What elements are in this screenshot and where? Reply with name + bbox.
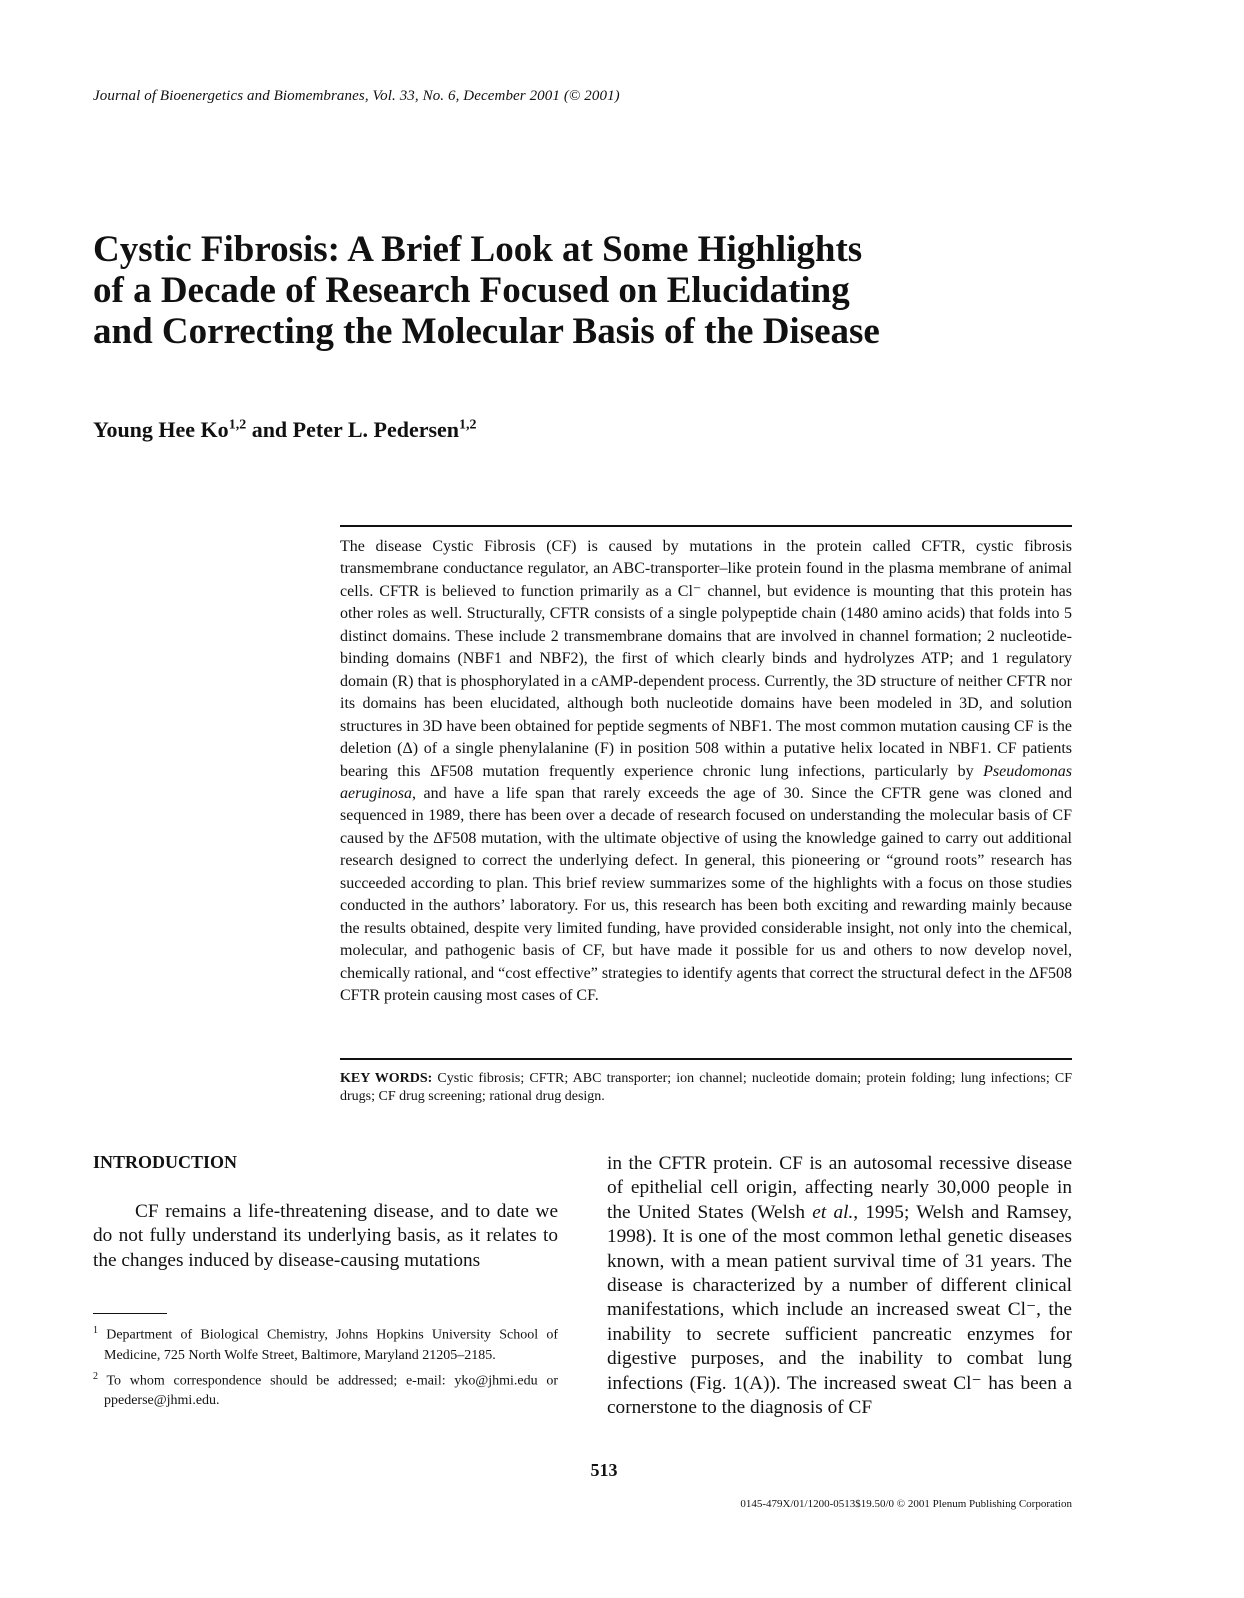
species-name: Pseudomonas aeruginosa bbox=[340, 762, 1072, 802]
title-line: and Correcting the Molecular Basis of the Disease bbox=[93, 311, 880, 352]
body-text: , 1995; Welsh and Ramsey, 1998). It is one of the most common lethal genetic diseases known, with a mean patient survival time of 31 years. The disease is characterized by a number of different clinical manifestations, which include an increased sweat Cl⁻, the inability to secrete sufficient pancreatic enzymes for digestive purposes, and the inability to combat lung infections (Fig. 1(A)). The increased sweat Cl⁻ has been a cornerstone to the diagnosis of CF bbox=[607, 1201, 1072, 1419]
section-heading-introduction: INTRODUCTION bbox=[93, 1152, 238, 1172]
citation-etal: et al. bbox=[812, 1201, 854, 1223]
title-line: of a Decade of Research Focused on Elucidating bbox=[93, 270, 850, 311]
author-conjunction: and bbox=[246, 417, 293, 442]
body-paragraph: CF remains a life-threatening disease, and to date we do not fully understand its underlying basis, as it relates to the changes induced by disease-causing mutations bbox=[93, 1201, 558, 1271]
body-column-right bbox=[607, 1152, 1072, 1420]
footnote-text: Department of Biological Chemistry, Johns Hopkins University School of Medicine, 725 North Wolfe Street, Baltimore, Maryland 21205–2185. bbox=[98, 1327, 558, 1363]
affiliation-mark: 1,2 bbox=[459, 417, 477, 433]
keywords-text: Cystic fibrosis; CFTR; ABC transporter; ion channel; nucleotide domain; protein folding; lung infections; CF drugs; CF drug screening; rational drug design. bbox=[340, 1071, 1073, 1104]
body-paragraph bbox=[607, 1152, 1072, 1420]
author-name: Young Hee Ko bbox=[93, 417, 229, 442]
footnote-mark: 2 bbox=[93, 1370, 98, 1382]
footnote bbox=[93, 1367, 558, 1412]
body-text: in the CFTR protein. CF is an autosomal recessive disease of epithelial cell origin, affecting nearly 30,000 people in the United States (Welsh bbox=[607, 1153, 1072, 1223]
body-column-left bbox=[93, 1200, 558, 1273]
page-number-row bbox=[0, 1460, 1244, 1481]
footnote-text: To whom correspondence should be addressed; e-mail: yko@jhmi.edu or ppederse@jhmi.edu. bbox=[98, 1373, 558, 1409]
abstract-text: , and have a life span that rarely exceeds the age of 30. Since the CFTR gene was cloned and sequenced in 1989, there has been over a decade of research focused on understanding the molecular basis of CF caused by the ΔF508 mutation, with the ultimate objective of using the knowledge gained to carry out additional research designed to correct the underlying defect. In general, this pioneering or “ground roots” research has succeeded according to plan. This brief review summarizes some of the highlights with a focus on those studies conducted in the authors’ laboratory. For us, this research has been both exciting and rewarding mainly because the results obtained, despite very limited funding, have provided considerable insight, not only into the chemical, molecular, and pathogenic basis of CF, but have made it possible for us and others to now develop novel, chemically rational, and “cost effective” strategies to identify agents that correct the structural defect in the ΔF508 CFTR protein causing most cases of CF. bbox=[340, 784, 1072, 1005]
author-list bbox=[93, 417, 477, 443]
footnote-mark: 1 bbox=[93, 1325, 98, 1336]
abstract-text: The disease Cystic Fibrosis (CF) is caused by mutations in the protein called CFTR, cystic fibrosis transmembrane conductance regulator, an ABC-transporter–like protein found in the plasma membrane of animal cells. CFTR is believed to function primarily as a Cl⁻ channel, but evidence is mounting that this protein has other roles as well. Structurally, CFTR consists of a single polypeptide chain (1480 amino acids) that folds into 5 distinct domains. These include 2 transmembrane domains that are involved in channel formation; 2 nucleotide-binding domains (NBF1 and NBF2), the first of which clearly binds and hydrolyzes ATP; and 1 regulatory domain (R) that is phosphorylated in a cAMP-dependent process. Currently, the 3D structure of neither CFTR nor its domains has been elucidated, although both nucleotide domains have been modeled in 3D, and solution structures in 3D have been obtained for peptide segments of NBF1. The most common mutation causing CF is the deletion (Δ) of a single phenylalanine (F) in position 508 within a putative helix located in NBF1. CF patients bearing this ΔF508 mutation frequently experience chronic lung infections, particularly by bbox=[340, 538, 1072, 780]
footnote bbox=[93, 1321, 558, 1366]
affiliation-mark: 1,2 bbox=[228, 417, 247, 433]
page-number: 513 bbox=[590, 1460, 618, 1480]
journal-citation: Journal of Bioenergetics and Biomembranes, Vol. 33, No. 6, December 2001 (© 2001) bbox=[93, 88, 620, 104]
footnote-rule bbox=[93, 1313, 167, 1314]
author-name: Peter L. Pedersen bbox=[292, 417, 460, 442]
keywords bbox=[340, 1070, 1072, 1106]
abstract-top-rule bbox=[340, 525, 1072, 527]
title-line: Cystic Fibrosis: A Brief Look at Some Highlights bbox=[93, 229, 863, 270]
abstract-bottom-rule bbox=[340, 1058, 1072, 1060]
copyright-line: 0145-479X/01/1200-0513$19.50/0 © 2001 Plenum Publishing Corporation bbox=[740, 1498, 1072, 1510]
article-title bbox=[93, 229, 953, 352]
abstract bbox=[340, 536, 1072, 1008]
keywords-label: KEY WORDS: bbox=[340, 1071, 433, 1086]
footnotes bbox=[93, 1321, 558, 1412]
